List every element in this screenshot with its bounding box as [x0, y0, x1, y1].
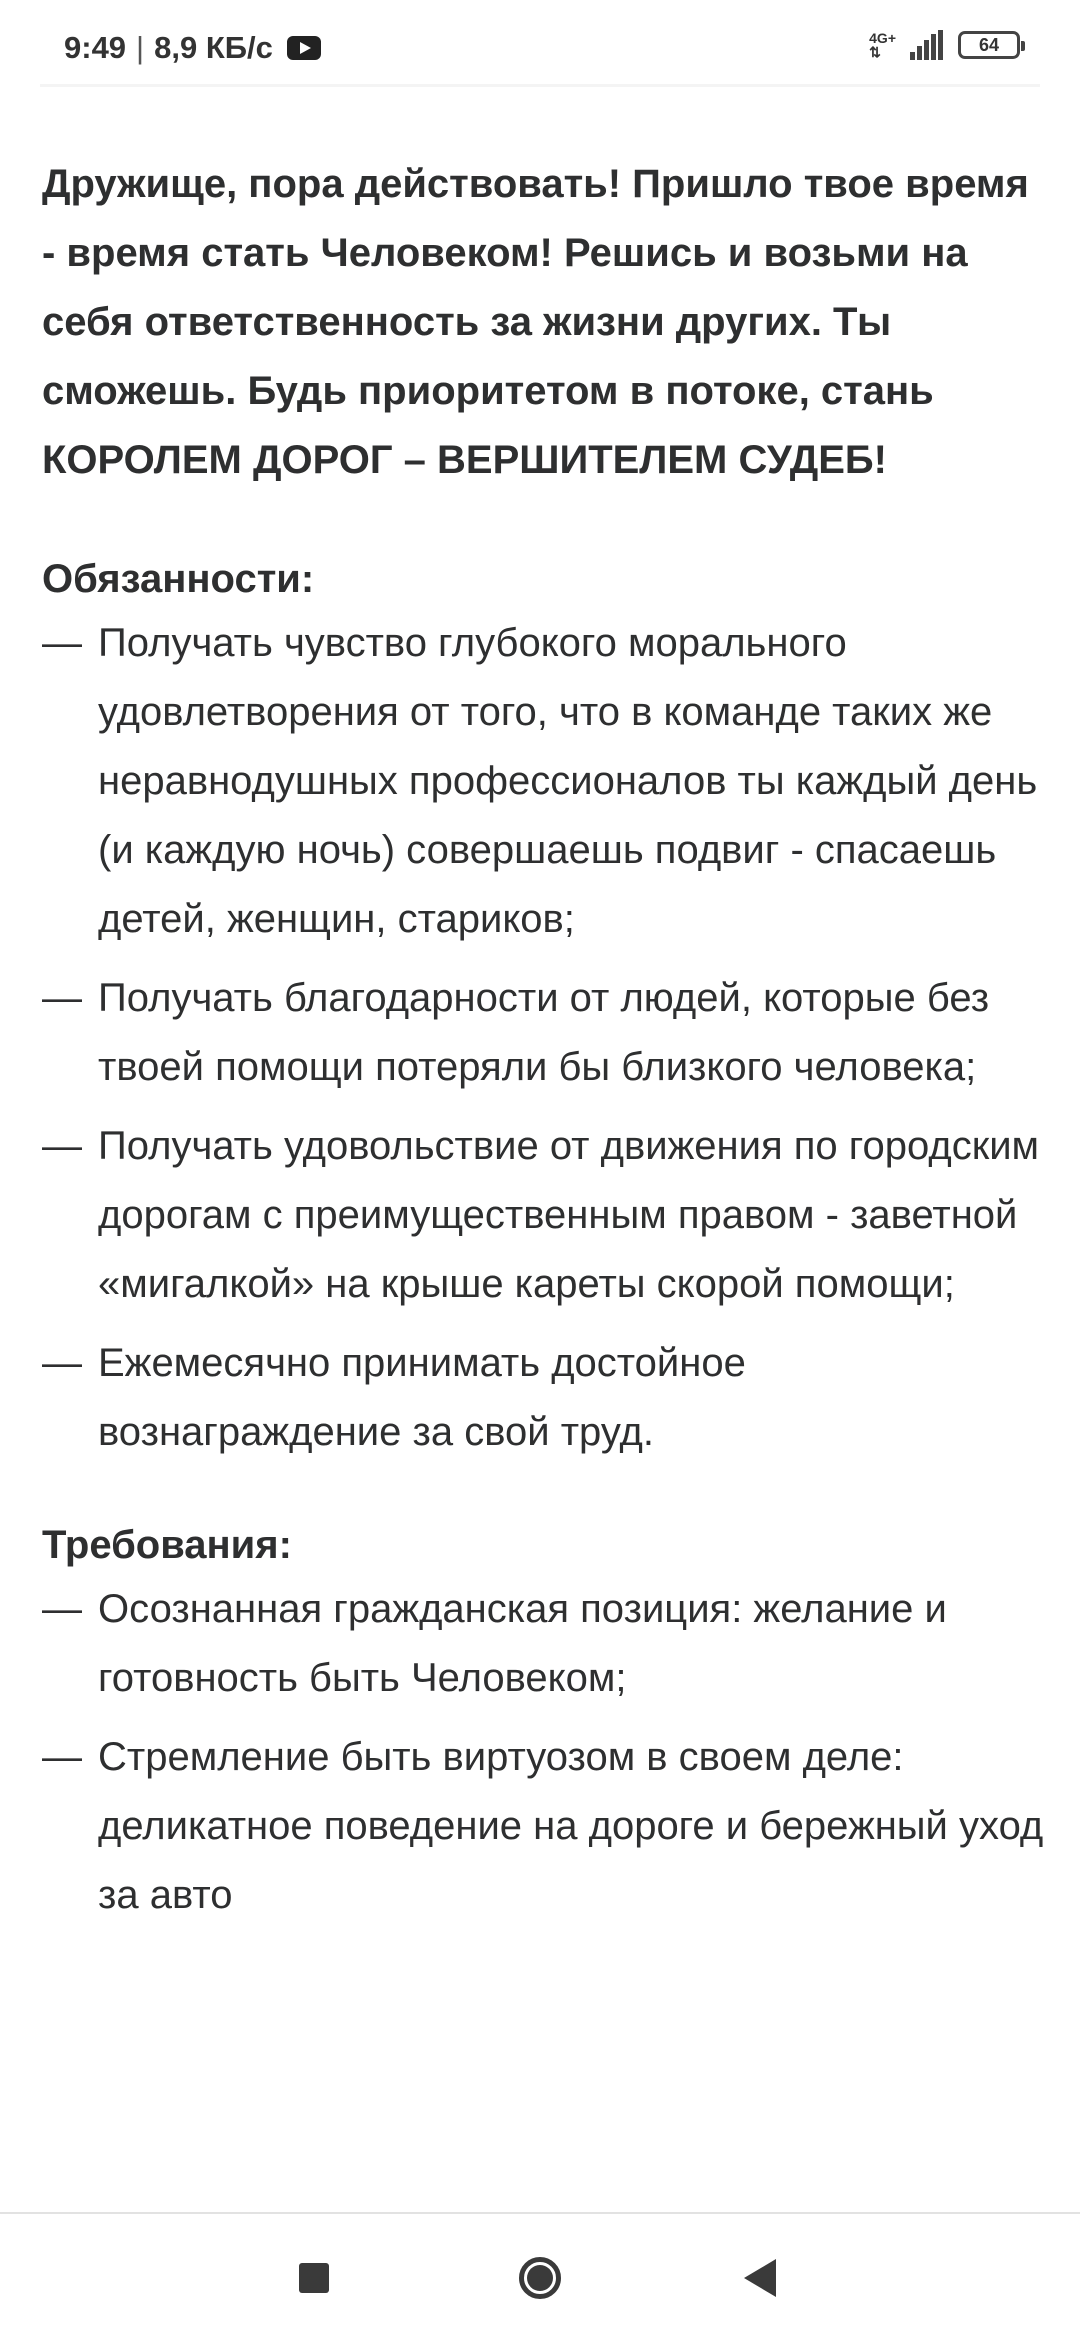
requirement-text: Осознанная гражданская позиция: желание и готовность быть Человеком;: [98, 1587, 947, 1700]
duties-title: Обязанности:: [42, 557, 315, 601]
home-icon[interactable]: [515, 2253, 565, 2303]
list-item: [42, 964, 1052, 1102]
status-separator: |: [136, 30, 145, 65]
bullet-dash: —: [42, 1124, 82, 1168]
bullet-dash: —: [42, 1735, 82, 1779]
duty-text: Получать чувство глубокого морального удовлетворения от того, что в команде таких же неравнодушных профессионалов ты каждый день (и каждую ночь) совершаешь подвиг - спасаешь детей, женщин, стариков;: [98, 621, 1038, 941]
duty-text: Получать благодарности от людей, которые без твоей помощи потеряли бы близкого человека;: [98, 976, 990, 1089]
status-right: [869, 30, 1020, 60]
duty-text: Получать удовольствие от движения по городским дорогам с преимущественным правом - заветной «мигалкой» на крыше кареты скорой помощи;: [98, 1124, 1040, 1306]
status-left: [64, 30, 321, 66]
status-time: 9:49: [64, 30, 127, 65]
network-type: [869, 31, 896, 59]
list-item: [42, 1723, 1052, 1930]
list-item: [42, 609, 1052, 954]
vacancy-content: [42, 150, 1052, 1930]
bullet-dash: —: [42, 1587, 82, 1631]
bullet-dash: —: [42, 1341, 82, 1385]
network-activity-arrows: ⇅: [869, 44, 881, 60]
requirements-list: [42, 1575, 1052, 1930]
battery-icon: [958, 31, 1020, 59]
list-item: [42, 1329, 1052, 1467]
status-bar: [0, 0, 1080, 86]
duties-list: [42, 609, 1052, 1467]
back-icon[interactable]: [742, 2259, 778, 2297]
list-item: [42, 1112, 1052, 1319]
duty-text: Ежемесячно принимать достойное вознаграждение за свой труд.: [98, 1341, 746, 1454]
status-divider: [40, 84, 1040, 87]
intro-text: Дружище, пора действовать! Пришло твое время - время стать Человеком! Решись и возьми на себя ответственность за жизни других. Ты сможешь. Будь приоритетом в потоке, стань КОРОЛЕМ ДОРОГ – ВЕРШИТЕЛЕМ СУДЕБ!: [42, 162, 1029, 482]
network-type-label: 4G+: [869, 30, 896, 46]
recent-apps-icon[interactable]: [298, 2262, 330, 2294]
network-speed: 8,9 КБ/с: [154, 30, 273, 65]
bullet-dash: —: [42, 621, 82, 665]
list-item: [42, 1575, 1052, 1713]
youtube-icon: [287, 36, 321, 60]
navigation-bar: [0, 2212, 1080, 2340]
cell-signal-icon: [910, 30, 944, 60]
bullet-dash: —: [42, 976, 82, 1020]
battery-level: 64: [978, 34, 1000, 55]
requirements-title: Требования:: [42, 1523, 292, 1567]
requirement-text: Стремление быть виртуозом в своем деле: деликатное поведение на дороге и бережный уход за авто: [98, 1735, 1044, 1917]
